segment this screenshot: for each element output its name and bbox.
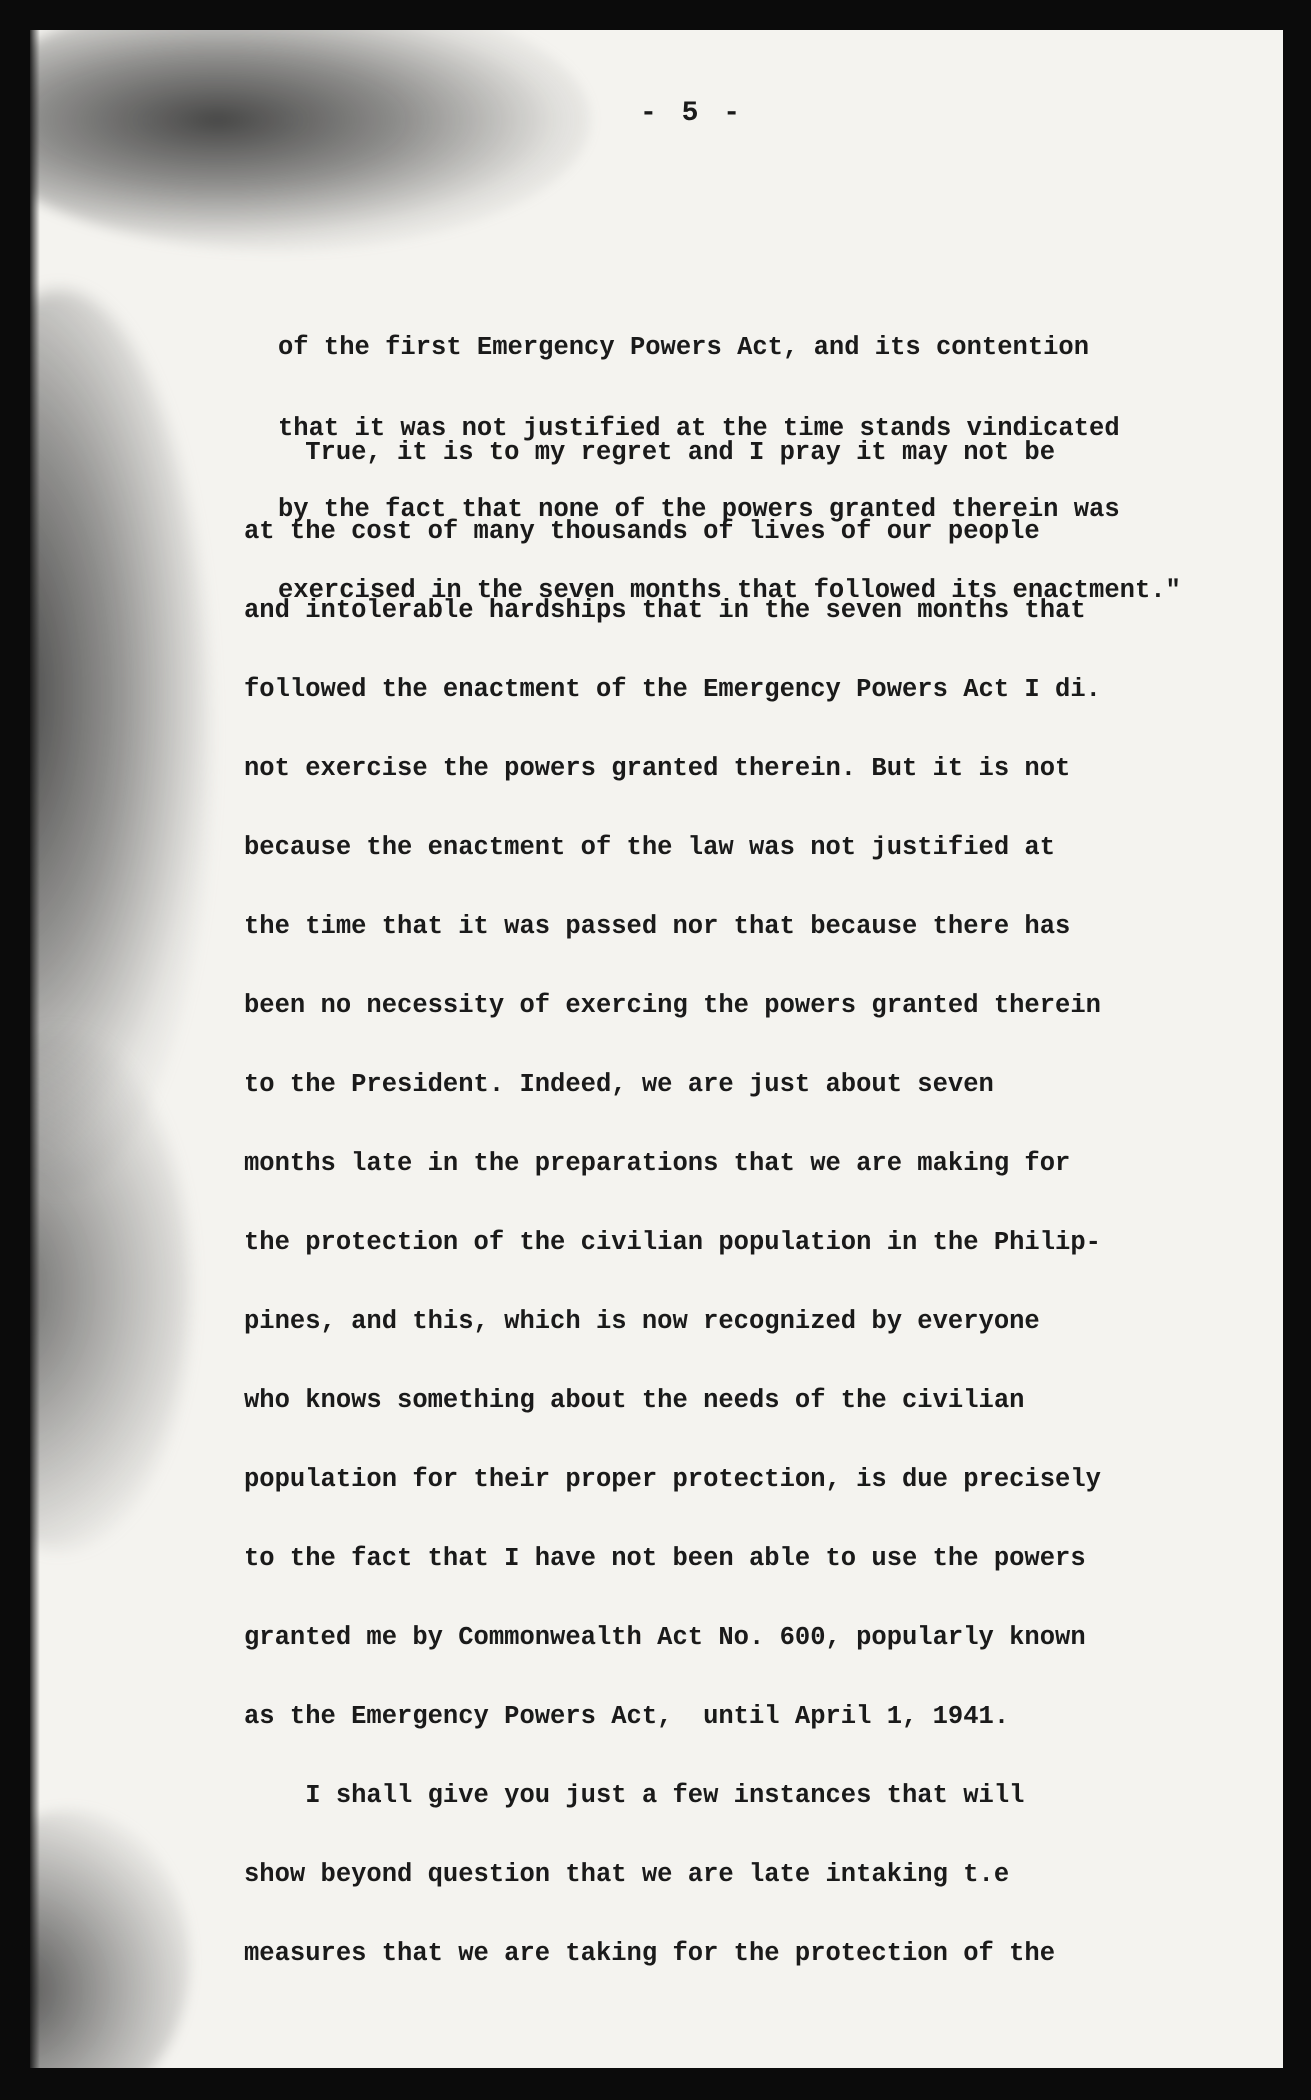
body-line: who knows something about the needs of the civilian xyxy=(244,1386,1025,1415)
body-line: been no necessity of exercing the powers granted therein xyxy=(244,991,1101,1020)
body-line: the protection of the civilian population in the Philip- xyxy=(244,1228,1101,1257)
quote-line: by the fact that none of the powers granted therein was xyxy=(278,495,1120,524)
body-line: and intolerable hardships that in the seven months that xyxy=(244,596,1086,625)
body-line: measures that we are taking for the protection of the xyxy=(244,1939,1056,1968)
body-line: months late in the preparations that we are making for xyxy=(244,1149,1071,1178)
document-page xyxy=(30,30,1283,2068)
quote-line: of the first Emergency Powers Act, and its contention xyxy=(278,333,1090,362)
body-line: at the cost of many thousands of lives of our people xyxy=(244,517,1040,546)
body-text xyxy=(244,438,1244,1968)
body-line: not exercise the powers granted therein. But it is not xyxy=(244,754,1071,783)
body-line: the time that it was passed nor that because there has xyxy=(244,912,1071,941)
body-line: population for their proper protection, is due precisely xyxy=(244,1465,1101,1494)
body-line: I shall give you just a few instances that will xyxy=(244,1781,1025,1810)
scan-smudge-middle xyxy=(30,290,210,1190)
body-line: followed the enactment of the Emergency Powers Act I di. xyxy=(244,675,1101,704)
body-line: as the Emergency Powers Act, until April 1, 1941. xyxy=(244,1702,1010,1731)
body-line: to the fact that I have not been able to use the powers xyxy=(244,1544,1086,1573)
quote-line: that it was not justified at the time stands vindicated xyxy=(278,414,1120,443)
scan-smudge-bottom xyxy=(30,1810,190,2068)
quote-line: exercised in the seven months that followed its enactment." xyxy=(278,576,1181,605)
body-line: pines, and this, which is now recognized by everyone xyxy=(244,1307,1040,1336)
body-line: True, it is to my regret and I pray it may not be xyxy=(244,438,1056,467)
scan-smudge-lower xyxy=(30,1030,190,1550)
scan-smudge-top xyxy=(30,30,590,250)
body-line: granted me by Commonwealth Act No. 600, popularly known xyxy=(244,1623,1086,1652)
body-line: because the enactment of the law was not justified at xyxy=(244,833,1056,862)
body-line: show beyond question that we are late intaking t.e xyxy=(244,1860,1010,1889)
body-line: to the President. Indeed, we are just about seven xyxy=(244,1070,994,1099)
page-number: - 5 - xyxy=(640,98,745,129)
page-left-edge-shadow xyxy=(30,30,40,2068)
